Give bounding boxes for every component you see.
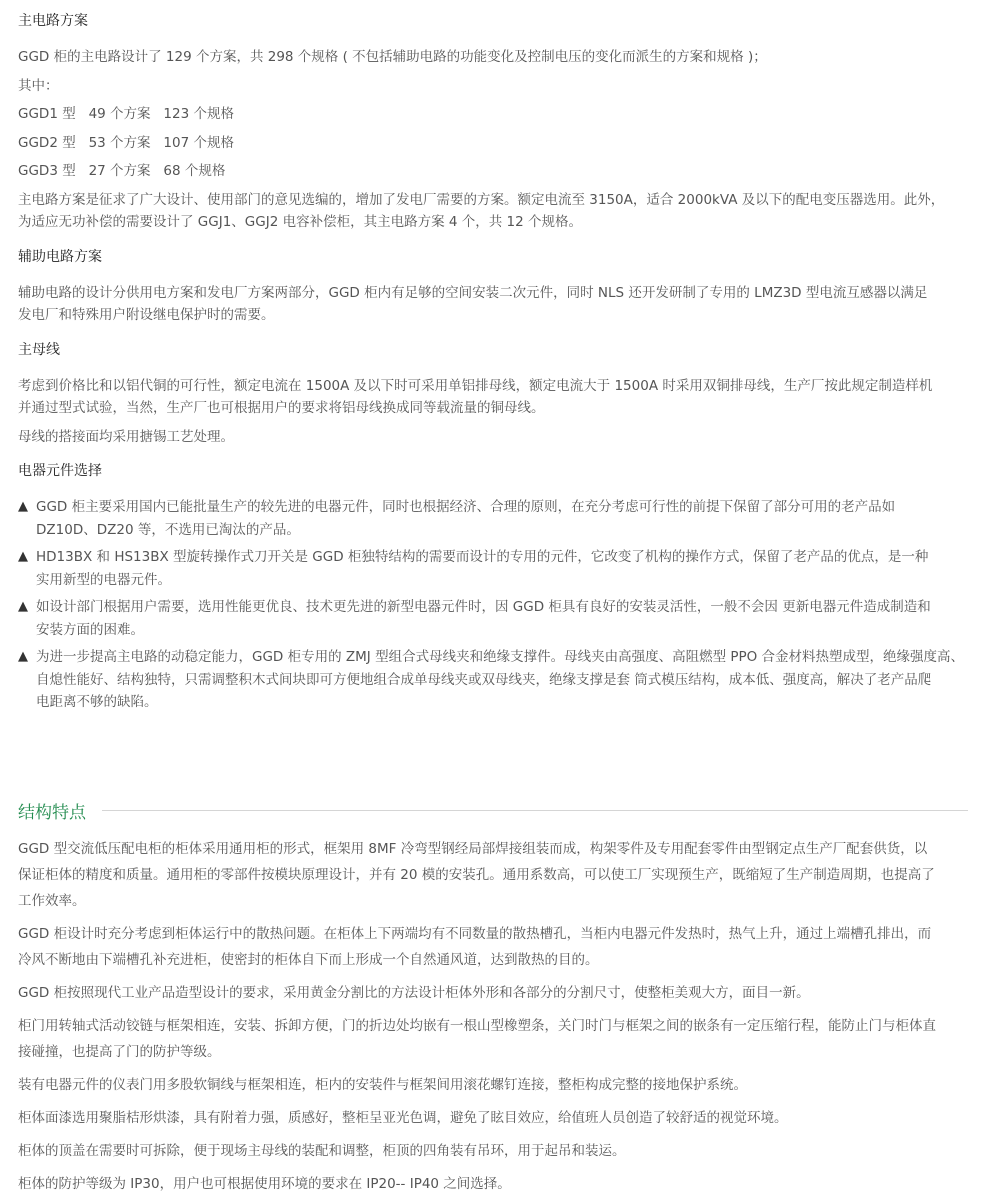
main-circuit-among: 其中： (18, 77, 59, 94)
aux-circuit-description: 辅助电路的设计分供用电方案和发电厂方案两部分，GGD 柜内有足够的空间安装二次元件，同时 NLS 还开发研制了专用的 LMZ3D 型电流互感器以满足 发电厂和特殊用户附设继电保护时的需要。 (18, 284, 928, 323)
triangle-bullet-icon: ▲ (18, 499, 28, 514)
structure-paragraph: GGD 柜按照现代工业产品造型设计的要求，采用黄金分割比的方法设计柜体外形和各部分的分割尺寸，使整柜美观大方，面目一新。 (18, 985, 810, 1001)
main-circuit-intro: GGD 柜的主电路设计了 129 个方案，共 298 个规格 ( 不包括辅助电路的功能变化及控制电压的变化而派生的方案和规格 )； (18, 49, 767, 65)
structure-paragraph: GGD 柜设计时充分考虑到柜体运行中的散热问题。在柜体上下两端均有不同数量的散热槽孔，当柜内电器元件发热时，热气上升，通过上端槽孔排出，而 冷风不断地由下端槽孔补充进柜，使密封的柜体自下而上形成一个自然通风道，达到散热的目的。 (18, 926, 932, 968)
aux-circuit-heading: 辅助电路方案 (18, 248, 102, 265)
components-heading: 电器元件选择 (18, 463, 102, 479)
main-circuit-description: 主电路方案是征求了广大设计、使用部门的意见选编的，增加了发电厂需要的方案。额定电流至 3150A，适合 2000kVA 及以下的配电变压器选用。此外， 为适应无功补偿的需要设计了 GGJ1、GGJ2 电容补偿柜，其主电路方案 4 个，共 12 个规格。 (18, 191, 945, 230)
main-circuit-heading: 主电路方案 (18, 13, 88, 29)
structure-paragraph: GGD 型交流低压配电柜的柜体采用通用柜的形式，框架用 8MF 冷弯型钢经局部焊接组装而成，构架零件及专用配套零件由型钢定点生产厂配套供货，以 保证柜体的精度和质量。通用柜的零部件按模块原理设计，并有 20 模的安装孔。通用系数高，可以使工厂实现预生产，既缩短了生产制造周期，也提高了 工作效率。 (18, 841, 935, 909)
structure-paragraph: 柜门用转轴式活动铰链与框架相连，安装、拆卸方便，门的折边处均嵌有一根山型橡塑条，关门时门与框架之间的嵌条有一定压缩行程，能防止门与柜体直 接碰撞，也提高了门的防护等级。 (18, 1018, 936, 1060)
structure-paragraph: 柜体的顶盖在需要时可拆除，便于现场主母线的装配和调整，柜顶的四角装有吊环，用于起吊和装运。 (18, 1143, 626, 1159)
structure-paragraph: 装有电器元件的仪表门用多股软铜线与框架相连，柜内的安装件与框架间用滚花螺钉连接，整柜构成完整的接地保护系统。 (18, 1077, 747, 1093)
model-ggd2: GGD2 型 53 个方案 107 个规格 (18, 134, 234, 151)
components-list (18, 496, 968, 714)
structure-title: 结构特点 (18, 802, 86, 823)
model-ggd3: GGD3 型 27 个方案 68 个规格 (18, 163, 226, 179)
busbar-note: 母线的搭接面均采用搪锡工艺处理。 (18, 428, 234, 445)
list-item: ▲ GGD 柜主要采用国内已能批量生产的较先进的电器元件，同时也根据经济、合理的原则，在充分考虑可行性的前提下保留了部分可用的老产品如 DZ10D、DZ20 等，不选用已淘汰的产品。 (18, 496, 968, 541)
structure-header (18, 797, 968, 823)
list-item: ▲ 为进一步提高主电路的动稳定能力，GGD 柜专用的 ZMJ 型组合式母线夹和绝缘支撑件。母线夹由高强度、高阻燃型 PPO 合金材料热塑成型，绝缘强度高、 自熄性能好、结构独特，只需调整积木式间块即可方便地组合成单母线夹或双母线夹，绝缘支撑是套 筒式模压结构，成本低、强度高，解决了老产品爬 电距离不够的缺陷。 (18, 646, 968, 714)
structure-paragraph: 柜体的防护等级为 IP30，用户也可根据使用环境的要求在 IP20-- IP40 之间选择。 (18, 1176, 511, 1192)
triangle-bullet-icon: ▲ (18, 599, 28, 614)
busbar-description: 考虑到价格比和以铝代铜的可行性，额定电流在 1500A 及以下时可采用单铝排母线，额定电流大于 1500A 时采用双铜排母线，生产厂按此规定制造样机 并通过型式试验，当然，生产厂也可根据用户的要求将铝母线换成同等载流量的铜母线。 (18, 377, 933, 416)
busbar-heading: 主母线 (18, 341, 60, 358)
spec-sections (18, 10, 968, 719)
title-divider (102, 810, 968, 811)
structure-section (18, 797, 968, 1197)
list-item: ▲ 如设计部门根据用户需要，选用性能更优良、技术更先进的新型电器元件时，因 GGD 柜具有良好的安装灵活性，一般不会因 更新电器元件造成制造和 安装方面的困难。 (18, 596, 968, 641)
triangle-bullet-icon: ▲ (18, 549, 28, 564)
structure-paragraph: 柜体面漆选用聚脂桔形烘漆，具有附着力强，质感好，整柜呈亚光色调，避免了眩目效应，给值班人员创造了较舒适的视觉环境。 (18, 1110, 788, 1126)
model-ggd1: GGD1 型 49 个方案 123 个规格 (18, 106, 234, 122)
list-item: ▲ HD13BX 和 HS13BX 型旋转操作式刀开关是 GGD 柜独特结构的需要而设计的专用的元件，它改变了机构的操作方式，保留了老产品的优点，是一种 实用新型的电器元件。 (18, 546, 968, 591)
triangle-bullet-icon: ▲ (18, 649, 28, 664)
